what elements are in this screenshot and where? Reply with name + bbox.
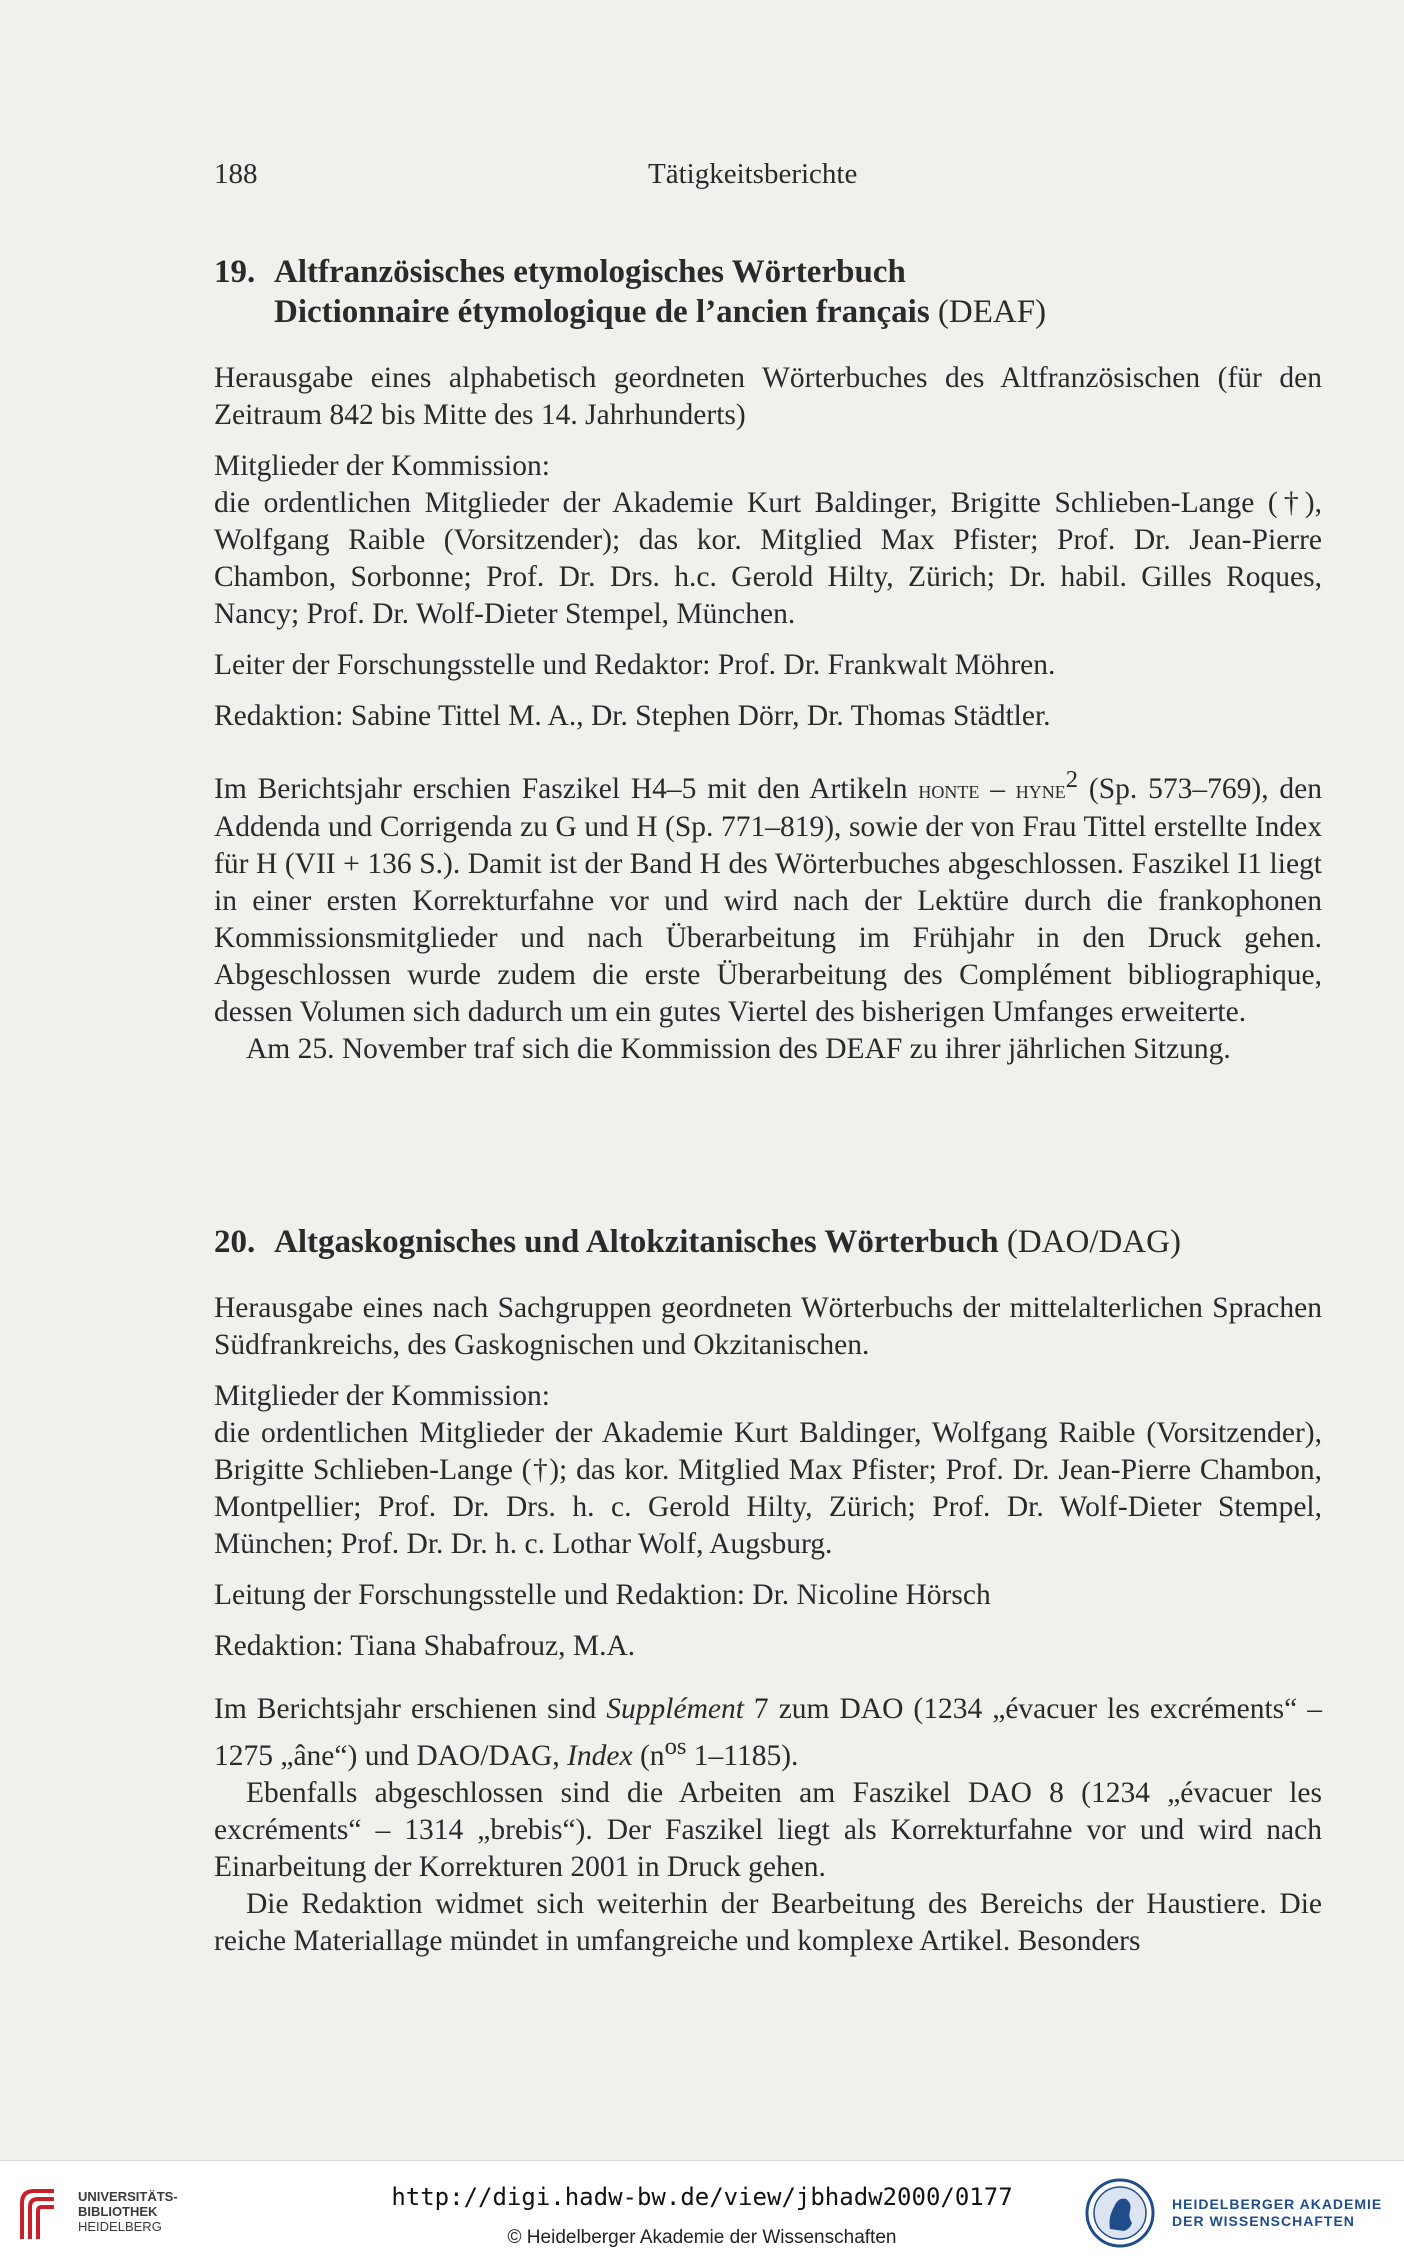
section-19-report-paragraph-1	[214, 761, 1322, 1031]
section-20-leader: Leitung der Forschungsstelle und Redaktion: Dr. Nicoline Hörsch	[214, 1579, 991, 1611]
academy-name	[1172, 2196, 1382, 2230]
section-19-leader: Leiter der Forschungsstelle und Redaktor: Prof. Dr. Frankwalt Möhren.	[214, 649, 1056, 681]
section-20-members: die ordentlichen Mitglieder der Akademie Kurt Baldinger, Wolfgang Raible (Vorsitzender), Brigitte Schlieben-Lange (†); das kor. Mitglied Max Pfister; Prof. Dr. Jean-Pierre Chambon, Montpellier; Prof. Dr. Drs. h. c. Gerold Hilty, Zürich; Prof. Dr. Wolf-Dieter Stempel, München; Prof. Dr. Dr. h. c. Lothar Wolf, Augsburg.	[214, 1417, 1322, 1560]
section-20-title: Altgaskognisches und Altokzitanisches Wörterbuch	[274, 1224, 999, 1260]
permalink-url[interactable]: http://digi.hadw-bw.de/view/jbhadw2000/0177	[391, 2183, 1013, 2211]
academy-seal-icon[interactable]	[1084, 2177, 1156, 2249]
academy-line: DER WISSENSCHAFTEN	[1172, 2213, 1355, 2229]
section-19-title-line1: Altfranzösisches etymologisches Wörterbuch	[274, 254, 906, 290]
section-19-members-label: Mitglieder der Kommission:	[214, 450, 550, 482]
section-20-report-paragraph-2: Ebenfalls abgeschlossen sind die Arbeiten am Faszikel DAO 8 (1234 „évacuer les excréments“ – 1314 „brebis“). Der Faszikel liegt als Korrekturfahne vor und wird nach Einarbeitung der Korrekturen 2001 in Druck gehen.	[214, 1776, 1322, 1883]
section-20-abbreviation: (DAO/DAG)	[1006, 1224, 1181, 1260]
section-20-report-paragraph-1	[214, 1691, 1322, 1775]
copyright-notice: © Heidelberger Akademie der Wissenschaften	[507, 2227, 897, 2248]
section-20-report-paragraph-3: Die Redaktion widmet sich weiterhin der Bearbeitung des Bereichs der Haustiere. Die reiche Materiallage mündet in umfangreiche und komplexe Artikel. Besonders	[214, 1887, 1322, 1957]
report-text: –	[979, 772, 1016, 805]
page-number: 188	[214, 158, 258, 190]
report-text: Im Berichtsjahr erschien Faszikel H4–5 mit den Artikeln	[214, 772, 919, 805]
section-19-number: 19.	[214, 254, 256, 290]
section-19	[214, 252, 1322, 1068]
lemma-honte: honte	[918, 776, 980, 804]
report-text: 1–1185).	[686, 1739, 799, 1772]
section-19-description: Herausgabe eines alphabetisch geordneten Wörterbuches des Altfranzösischen (für den Zeitraum 842 bis Mitte des 14. Jahrhunderts)	[214, 362, 1322, 431]
report-text: 7 zum DAO (1234 „évacuer les excréments“ – 1275 „âne“) und DAO/DAG,	[214, 1693, 1322, 1772]
section-19-title-line2: Dictionnaire étymologique de l’ancien français	[274, 294, 930, 330]
section-19-abbreviation: (DEAF)	[937, 294, 1047, 330]
section-20-number: 20.	[214, 1224, 256, 1260]
section-20-heading	[214, 1222, 1322, 1262]
section-19-report-paragraph-2: Am 25. November traf sich die Kommission des DEAF zu ihrer jährlichen Sitzung.	[246, 1032, 1231, 1065]
section-20	[214, 1222, 1322, 1960]
lemma-superscript: 2	[1065, 766, 1079, 793]
section-20-members-label: Mitglieder der Kommission:	[214, 1380, 550, 1412]
library-line: UNIVERSITÄTS-	[78, 2189, 178, 2204]
section-19-editorial: Redaktion: Sabine Tittel M. A., Dr. Stephen Dörr, Dr. Thomas Städtler.	[214, 700, 1051, 732]
digitization-footer	[0, 2160, 1404, 2266]
title-supplement: Supplément	[606, 1693, 744, 1725]
section-19-members: die ordentlichen Mitglieder der Akademie Kurt Baldinger, Brigitte Schlieben-Lange (†), Wolfgang Raible (Vorsitzender); das kor. Mitglied Max Pfister; Prof. Dr. Jean-Pierre Chambon, Sorbonne; Prof. Dr. Drs. h.c. Gerold Hilty, Zürich; Dr. habil. Gilles Roques, Nancy; Prof. Dr. Wolf-Dieter Stempel, München.	[214, 487, 1322, 630]
section-20-editorial: Redaktion: Tiana Shabafrouz, M.A.	[214, 1630, 636, 1662]
lemma-hyne: hyne	[1015, 776, 1066, 804]
report-text: (n	[632, 1739, 665, 1772]
library-line: HEIDELBERG	[78, 2219, 162, 2234]
title-index: Index	[567, 1739, 633, 1772]
section-19-heading	[214, 252, 1322, 332]
report-text: (Sp. 573–769), den Addenda und Corrigenda zu G und H (Sp. 771–819), sowie der von Frau Tittel erstellte Index für H (VII + 136 S.). Damit ist der Band H des Wörterbuches abgeschlossen. Faszikel I1 liegt in einer ersten Korrekturfahne vor und wird nach der Lektüre durch die frankophonen Kommissionsmitglieder und nach Überarbeitung im Frühjahr in den Druck gehen. Abgeschlossen wurde zudem die erste Überarbeitung des Complément bibliographique, dessen Volumen sich dadurch um ein gutes Viertel des bisherigen Umfanges erweiterte.	[214, 772, 1322, 1028]
academy-line: HEIDELBERGER AKADEMIE	[1172, 2196, 1383, 2212]
numero-superscript: os	[664, 1733, 687, 1760]
library-line: BIBLIOTHEK	[78, 2204, 158, 2219]
section-20-description: Herausgabe eines nach Sachgruppen geordneten Wörterbuchs der mittelalterlichen Sprachen Südfrankreichs, des Gaskognischen und Okzitanischen.	[214, 1292, 1322, 1361]
running-title: Tätigkeitsberichte	[648, 158, 858, 190]
report-text: Im Berichtsjahr erschienen sind	[214, 1693, 607, 1725]
